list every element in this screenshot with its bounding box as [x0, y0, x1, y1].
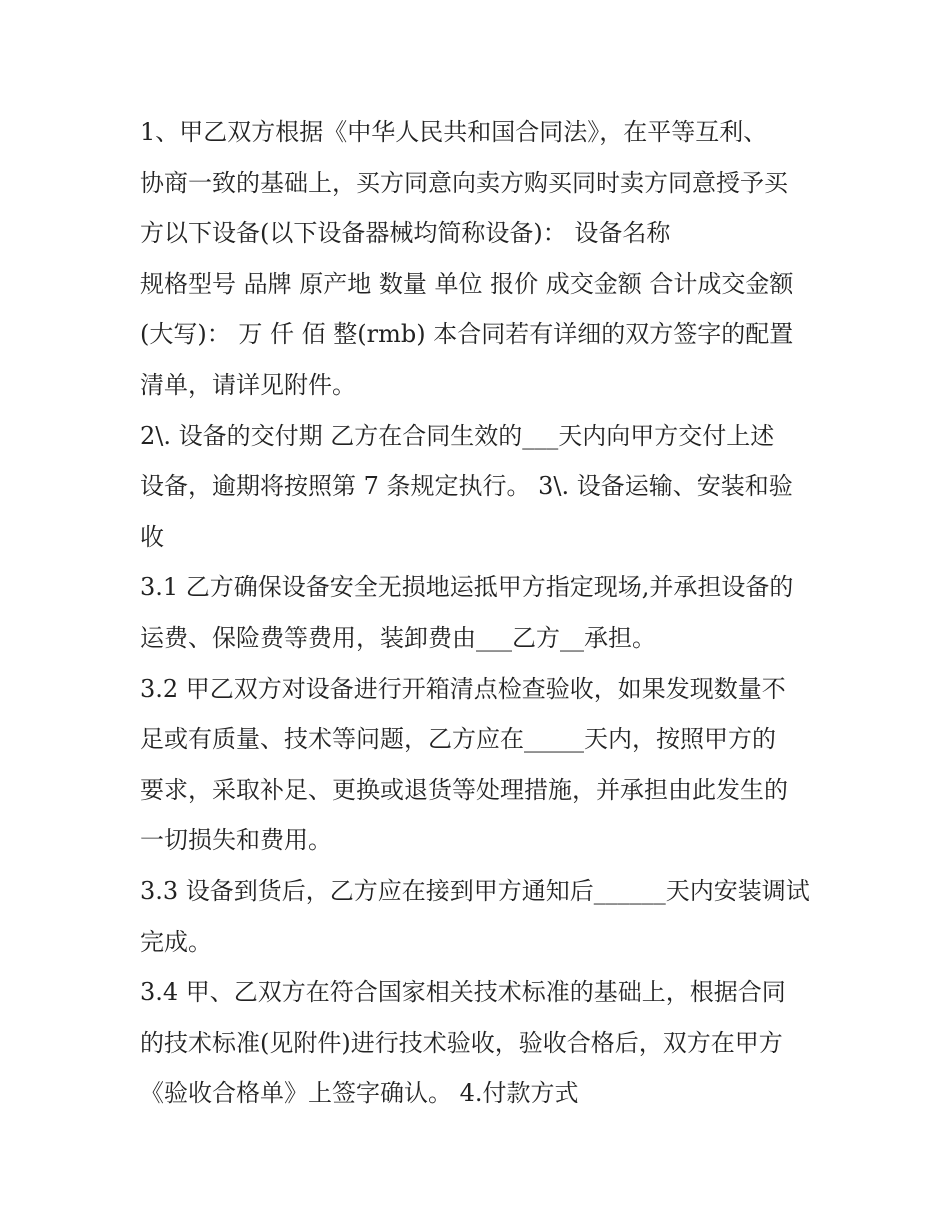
text-line: 协商一致的基础上，买方同意向卖方购买同时卖方同意授予买: [140, 168, 788, 197]
text-line: 一切损失和费用。: [140, 826, 332, 855]
clause-3-2-paragraph: [140, 664, 820, 866]
text-line: (大写)： 万 仟 佰 整(rmb) 本合同若有详细的双方签字的配置: [140, 320, 794, 349]
text-line: 设备，逾期将按照第 7 条规定执行。 3\. 设备运输、安装和验: [140, 472, 793, 501]
text-line: 3.4 甲、乙双方在符合国家相关技术标准的基础上，根据合同: [140, 978, 786, 1007]
text-line: 足或有质量、技术等问题，乙方应在_____天内，按照甲方的: [140, 725, 776, 754]
text-line: 完成。: [140, 927, 212, 956]
text-line: 规格型号 品牌 原产地 数量 单位 报价 成交金额 合计成交金额: [140, 269, 794, 298]
clause-3-3-paragraph: [140, 866, 820, 967]
text-line: 3.2 甲乙双方对设备进行开箱清点检查验收，如果发现数量不: [140, 674, 786, 703]
text-line: 3.1 乙方确保设备安全无损地运抵甲方指定现场,并承担设备的: [140, 573, 794, 602]
clause-3-4-paragraph: [140, 967, 820, 1119]
text-line: 清单，请详见附件。: [140, 370, 356, 399]
text-line: 收: [140, 522, 164, 551]
clause-1-paragraph: [140, 107, 820, 411]
text-line: 1、甲乙双方根据《中华人民共和国合同法》，在平等互利、: [140, 118, 768, 146]
clause-2-paragraph: [140, 411, 820, 563]
text-line: 3.3 设备到货后，乙方应在接到甲方通知后______天内安装调试: [140, 876, 810, 905]
text-line: 运费、保险费等费用，装卸费由___乙方__承担。: [140, 623, 656, 652]
text-line: 的技术标准(见附件)进行技术验收，验收合格后，双方在甲方: [140, 1028, 783, 1057]
text-line: 方以下设备(以下设备器械均简称设备)： 设备名称: [140, 219, 671, 248]
text-line: 《验收合格单》上签字确认。 4.付款方式: [140, 1079, 579, 1108]
clause-3-1-paragraph: [140, 562, 820, 663]
text-line: 2\. 设备的交付期 乙方在合同生效的___天内向甲方交付上述: [140, 421, 775, 450]
text-line: 要求，采取补足、更换或退货等处理措施，并承担由此发生的: [140, 775, 788, 804]
